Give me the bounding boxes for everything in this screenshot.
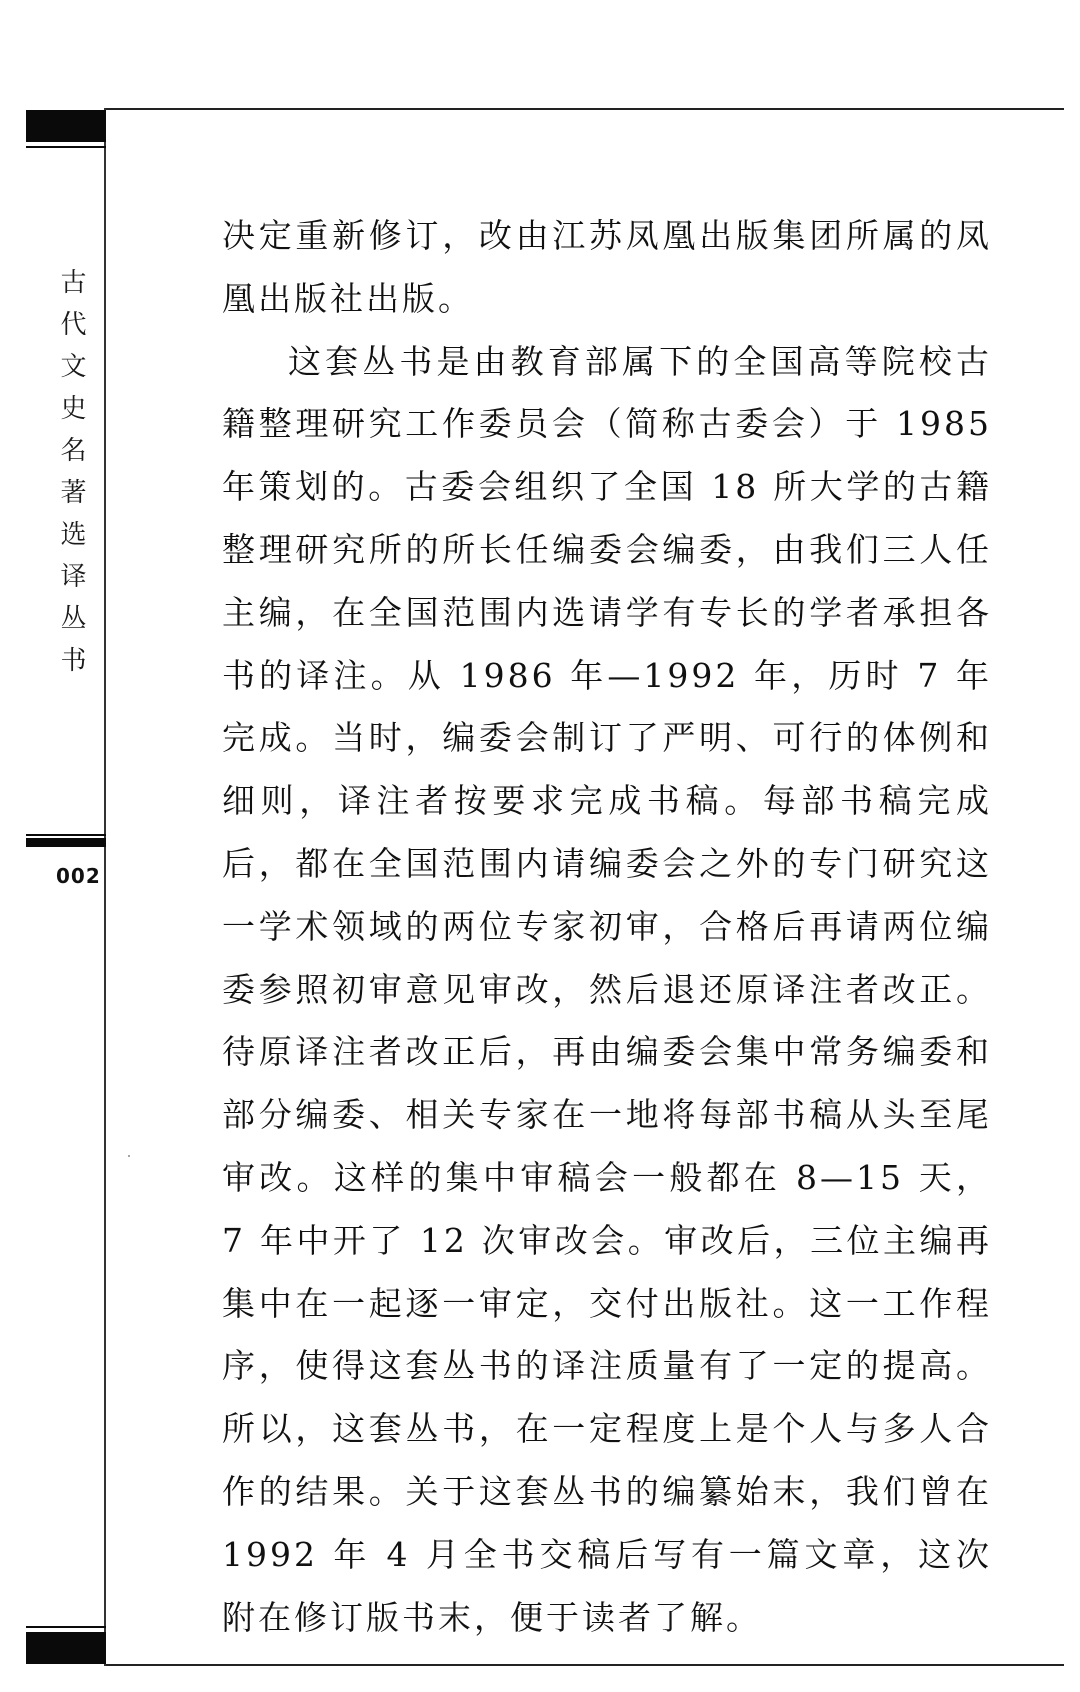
paragraph-1: 决定重新修订，改由江苏凤凰出版集团所属的凤凰出版社出版。 [222, 216, 992, 318]
top-rule [104, 108, 1064, 110]
margin-tab-bottom [26, 1632, 106, 1664]
page-number: 002 [56, 864, 101, 888]
series-title: 古代文史名著选译丛书 [56, 268, 86, 688]
bottom-rule [104, 1664, 1064, 1666]
body-text [222, 205, 992, 1649]
margin-tab-top [26, 110, 106, 142]
margin-tab-mid [26, 838, 106, 847]
margin-vertical-line [104, 108, 106, 1666]
margin-tab-top-line [26, 146, 106, 148]
margin-tab-bottom-line [26, 1626, 106, 1628]
margin-tab-mid-thin [26, 834, 106, 836]
paragraph-2: 这套丛书是由教育部属下的全国高等院校古籍整理研究工作委员会（简称古委会）于 1985 年策划的。古委会组织了全国 18 所大学的古籍整理研究所的所长任编委会编委，由我们三人任主编，在全国范围内选请学有专长的学者承担各书的译注。从 1986 年—1992 年，历时 7 年完成。当时，编委会制订了严明、可行的体例和细则，译注者按要求完成书稿。每部书稿完成后，都在全国范围内请编委会之外的专门研究这一学术领域的两位专家初审，合格后再请两位编委参照初审意见审改，然后退还原译注者改正。待原译注者改正后，再由编委会集中常务编委和部分编委、相关专家在一地将每部书稿从头至尾审改。这样的集中审稿会一般都在 8—15 天，7 年中开了 12 次审改会。审改后，三位主编再集中在一起逐一审定，交付出版社。这一工作程序，使得这套丛书的译注质量有了一定的提高。所以，这套丛书，在一定程度上是个人与多人合作的结果。关于这套丛书的编纂始末，我们曾在 1992 年 4 月全书交稿后写有一篇文章，这次附在修订版书末，便于读者了解。 [222, 341, 992, 1637]
scan-speck [128, 1155, 130, 1157]
